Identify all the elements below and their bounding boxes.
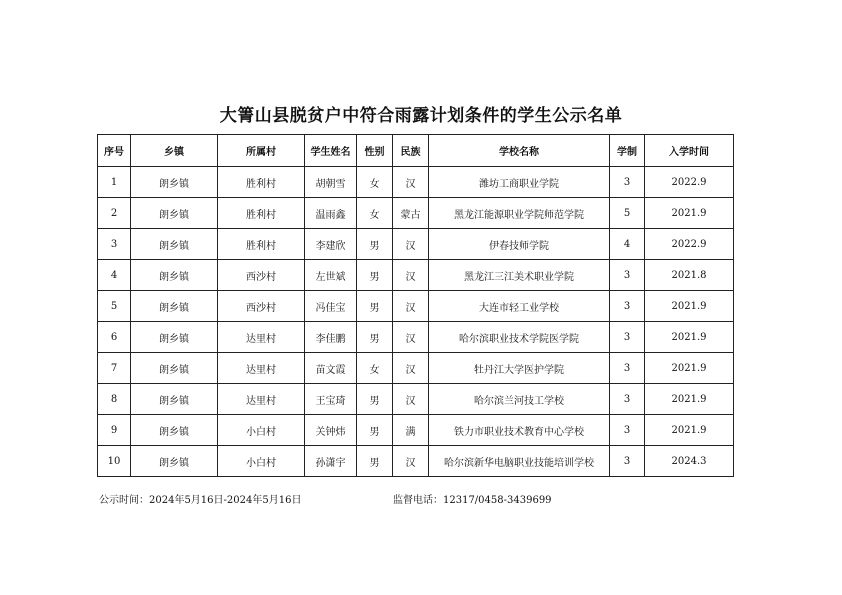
cell-ethnicity: 汉 — [393, 260, 429, 291]
cell-student-name: 左世斌 — [305, 260, 357, 291]
cell-school-name: 哈尔滨新华电脑职业技能培训学校 — [429, 446, 610, 477]
column-header-enrollment-date: 入学时间 — [645, 135, 734, 167]
cell-village: 胜利村 — [218, 198, 305, 229]
cell-student-name: 王宝琦 — [305, 384, 357, 415]
cell-enrollment-date: 2021.8 — [645, 260, 734, 291]
cell-town: 朗乡镇 — [131, 167, 218, 198]
table-row — [98, 229, 734, 260]
cell-student-name: 温雨鑫 — [305, 198, 357, 229]
column-header-gender: 性别 — [357, 135, 393, 167]
cell-village: 西沙村 — [218, 291, 305, 322]
cell-ethnicity: 汉 — [393, 322, 429, 353]
cell-index: 6 — [98, 322, 131, 353]
cell-student-name: 关钟炜 — [305, 415, 357, 446]
cell-student-name: 李佳鹏 — [305, 322, 357, 353]
cell-town: 朗乡镇 — [131, 291, 218, 322]
cell-gender: 女 — [357, 353, 393, 384]
column-header-student-name: 学生姓名 — [305, 135, 357, 167]
table-body — [98, 167, 734, 477]
cell-duration: 3 — [610, 291, 645, 322]
table-row — [98, 260, 734, 291]
cell-duration: 3 — [610, 415, 645, 446]
table-row — [98, 167, 734, 198]
cell-student-name: 孙潇宇 — [305, 446, 357, 477]
cell-town: 朗乡镇 — [131, 322, 218, 353]
cell-village: 小白村 — [218, 415, 305, 446]
cell-index: 10 — [98, 446, 131, 477]
cell-town: 朗乡镇 — [131, 198, 218, 229]
cell-school-name: 牡丹江大学医护学院 — [429, 353, 610, 384]
cell-enrollment-date: 2021.9 — [645, 384, 734, 415]
cell-village: 胜利村 — [218, 229, 305, 260]
cell-gender: 男 — [357, 260, 393, 291]
cell-enrollment-date: 2024.3 — [645, 446, 734, 477]
column-header-ethnicity: 民族 — [393, 135, 429, 167]
table-row — [98, 415, 734, 446]
cell-school-name: 大连市轻工业学校 — [429, 291, 610, 322]
cell-duration: 3 — [610, 260, 645, 291]
cell-ethnicity: 汉 — [393, 291, 429, 322]
cell-town: 朗乡镇 — [131, 260, 218, 291]
page-title: 大箐山县脱贫户中符合雨露计划条件的学生公示名单 — [219, 106, 623, 126]
cell-gender: 男 — [357, 291, 393, 322]
cell-index: 7 — [98, 353, 131, 384]
cell-gender: 女 — [357, 198, 393, 229]
cell-ethnicity: 蒙古 — [393, 198, 429, 229]
cell-ethnicity: 汉 — [393, 229, 429, 260]
cell-duration: 5 — [610, 198, 645, 229]
cell-enrollment-date: 2022.9 — [645, 229, 734, 260]
cell-town: 朗乡镇 — [131, 446, 218, 477]
cell-duration: 3 — [610, 384, 645, 415]
cell-duration: 3 — [610, 167, 645, 198]
table-header-row — [98, 135, 734, 167]
cell-duration: 3 — [610, 322, 645, 353]
cell-duration: 4 — [610, 229, 645, 260]
cell-student-name: 苗文霞 — [305, 353, 357, 384]
column-header-duration: 学制 — [610, 135, 645, 167]
cell-ethnicity: 汉 — [393, 353, 429, 384]
cell-duration: 3 — [610, 353, 645, 384]
cell-index: 1 — [98, 167, 131, 198]
cell-village: 达里村 — [218, 353, 305, 384]
cell-ethnicity: 汉 — [393, 446, 429, 477]
cell-index: 9 — [98, 415, 131, 446]
announcement-period: 公示时间：2024年5月16日-2024年5月16日 — [99, 495, 302, 506]
cell-village: 达里村 — [218, 384, 305, 415]
cell-town: 朗乡镇 — [131, 415, 218, 446]
cell-school-name: 潍坊工商职业学院 — [429, 167, 610, 198]
cell-index: 5 — [98, 291, 131, 322]
cell-town: 朗乡镇 — [131, 353, 218, 384]
cell-school-name: 哈尔滨兰河技工学校 — [429, 384, 610, 415]
cell-index: 4 — [98, 260, 131, 291]
cell-village: 西沙村 — [218, 260, 305, 291]
cell-school-name: 哈尔滨职业技术学院医学院 — [429, 322, 610, 353]
cell-student-name: 李建欣 — [305, 229, 357, 260]
table-row — [98, 446, 734, 477]
cell-school-name: 伊春技师学院 — [429, 229, 610, 260]
cell-gender: 男 — [357, 415, 393, 446]
column-header-school-name: 学校名称 — [429, 135, 610, 167]
cell-school-name: 铁力市职业技术教育中心学校 — [429, 415, 610, 446]
cell-ethnicity: 汉 — [393, 167, 429, 198]
cell-school-name: 黑龙江能源职业学院师范学院 — [429, 198, 610, 229]
cell-student-name: 冯佳宝 — [305, 291, 357, 322]
cell-ethnicity: 汉 — [393, 384, 429, 415]
cell-gender: 男 — [357, 322, 393, 353]
cell-village: 达里村 — [218, 322, 305, 353]
cell-index: 3 — [98, 229, 131, 260]
cell-enrollment-date: 2022.9 — [645, 167, 734, 198]
cell-gender: 男 — [357, 446, 393, 477]
table-row — [98, 291, 734, 322]
supervision-hotline: 监督电话：12317/0458-3439699 — [393, 495, 552, 506]
cell-index: 2 — [98, 198, 131, 229]
cell-enrollment-date: 2021.9 — [645, 353, 734, 384]
cell-enrollment-date: 2021.9 — [645, 198, 734, 229]
cell-enrollment-date: 2021.9 — [645, 322, 734, 353]
cell-student-name: 胡朝雪 — [305, 167, 357, 198]
cell-town: 朗乡镇 — [131, 384, 218, 415]
cell-gender: 男 — [357, 384, 393, 415]
cell-duration: 3 — [610, 446, 645, 477]
table-row — [98, 353, 734, 384]
table-row — [98, 384, 734, 415]
cell-enrollment-date: 2021.9 — [645, 291, 734, 322]
student-roster-table — [97, 134, 734, 477]
table-row — [98, 322, 734, 353]
cell-ethnicity: 满 — [393, 415, 429, 446]
cell-village: 胜利村 — [218, 167, 305, 198]
column-header-town: 乡镇 — [131, 135, 218, 167]
column-header-village: 所属村 — [218, 135, 305, 167]
cell-village: 小白村 — [218, 446, 305, 477]
table-row — [98, 198, 734, 229]
cell-town: 朗乡镇 — [131, 229, 218, 260]
cell-gender: 男 — [357, 229, 393, 260]
cell-gender: 女 — [357, 167, 393, 198]
cell-enrollment-date: 2021.9 — [645, 415, 734, 446]
column-header-index: 序号 — [98, 135, 131, 167]
cell-school-name: 黑龙江三江美术职业学院 — [429, 260, 610, 291]
cell-index: 8 — [98, 384, 131, 415]
